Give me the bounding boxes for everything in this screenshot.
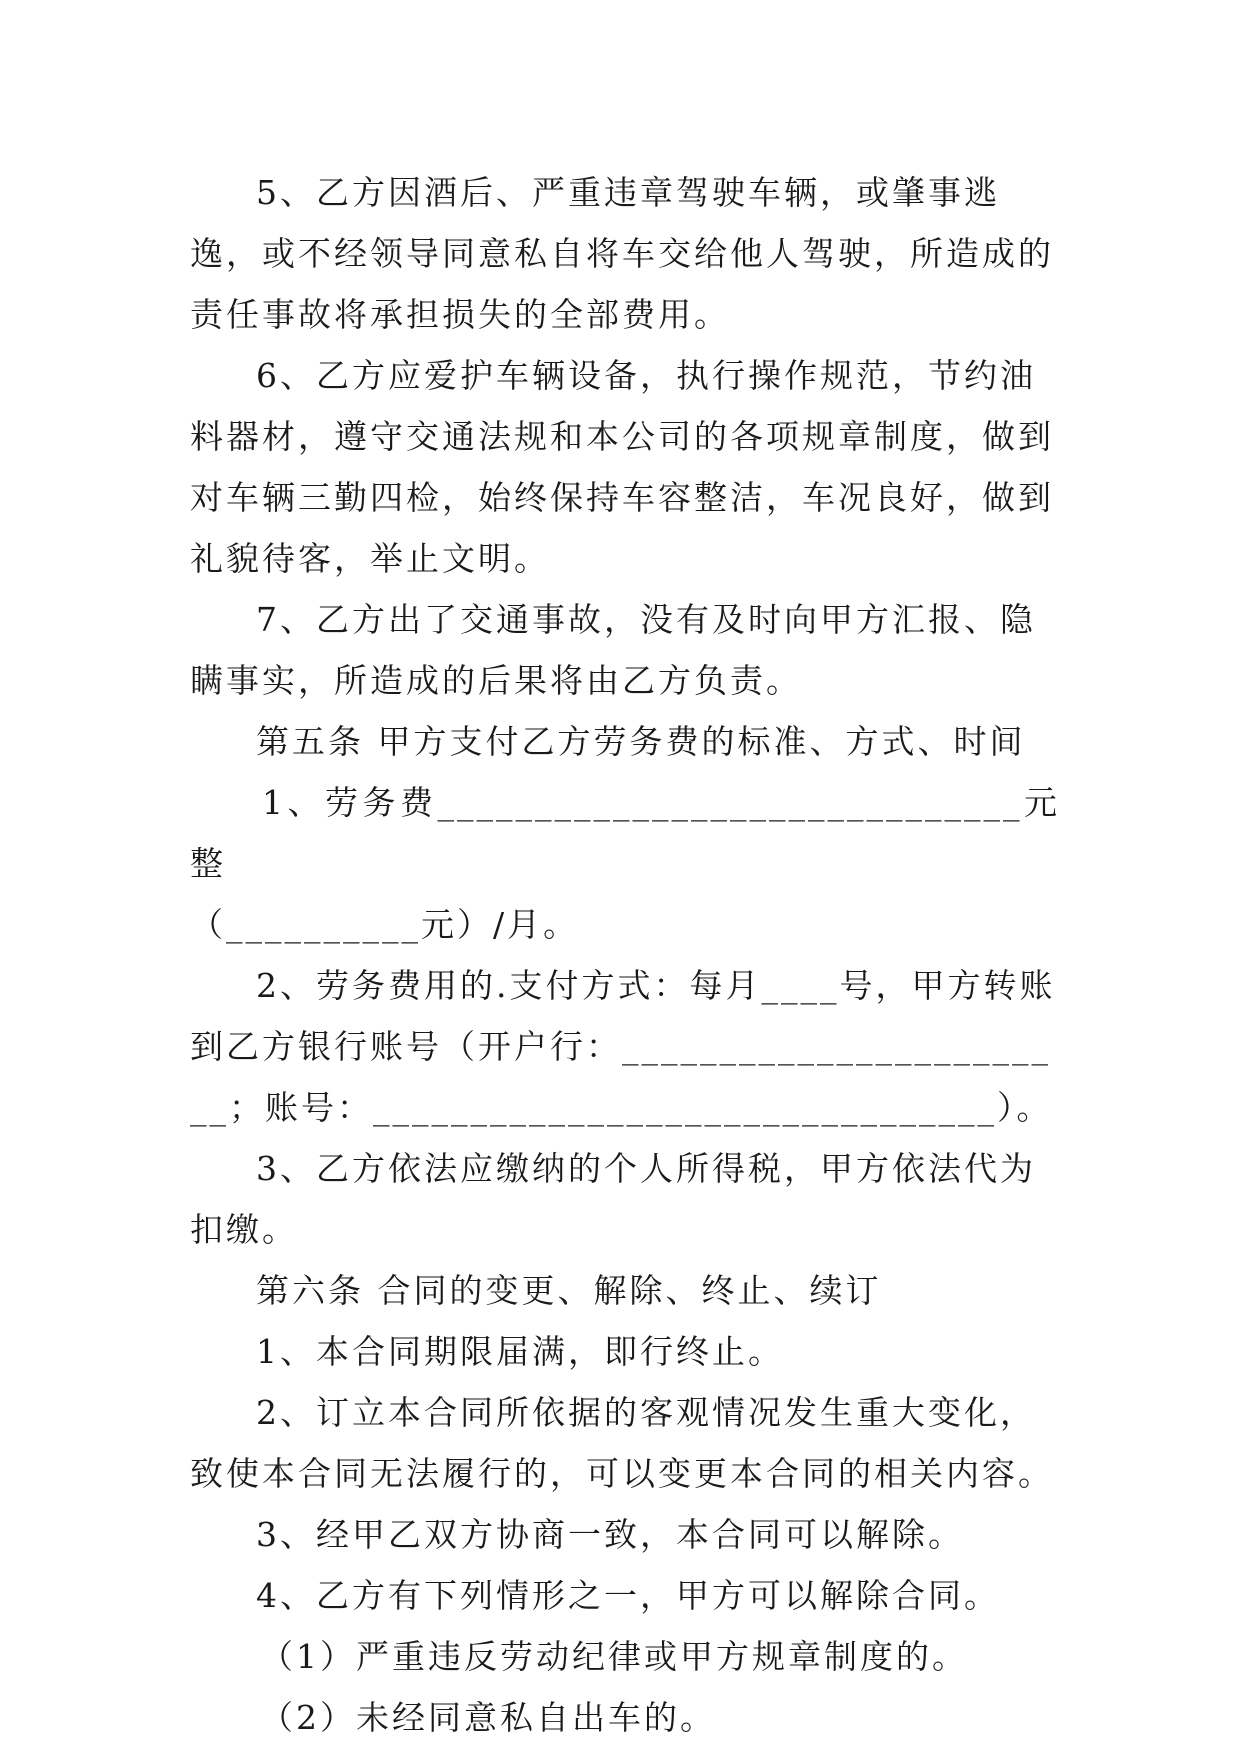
clause-5-heading: 第五条 甲方支付乙方劳务费的标准、方式、时间: [256, 722, 1026, 761]
clause-6-item-4-sub-2: （2）未经同意私自出车的。: [260, 1698, 716, 1737]
clause-5-item-2: 2、劳务费用的.支付方式：每月____号，甲方转账到乙方银行账号（开户行：________________________；账号：________________________________）。: [190, 966, 1056, 1127]
clause-5-item-1: 1、劳务费______________________________元整: [190, 783, 1060, 883]
document-body: [190, 162, 1060, 1748]
clause-6-item-1: 1、本合同期限届满，即行终止。: [256, 1332, 784, 1371]
clause-6-item-4-sub-1: （1）严重违反劳动纪律或甲方规章制度的。: [260, 1637, 968, 1676]
clause-6-heading: 第六条 合同的变更、解除、终止、续订: [256, 1271, 882, 1310]
clause-6-item-3: 3、经甲乙双方协商一致，本合同可以解除。: [256, 1515, 964, 1554]
clause-6-item-4: 4、乙方有下列情形之一，甲方可以解除合同。: [256, 1576, 1000, 1615]
clause-6-item-2: 2、订立本合同所依据的客观情况发生重大变化，致使本合同无法履行的，可以变更本合同的相关内容。: [190, 1393, 1054, 1493]
clause-5-item-1-amount: （__________元）/月。: [190, 905, 580, 944]
clause-4-item-5: 5、乙方因酒后、严重违章驾驶车辆，或肇事逃逸，或不经领导同意私自将车交给他人驾驶，所造成的责任事故将承担损失的全部费用。: [190, 173, 1054, 334]
clause-4-item-6: 6、乙方应爱护车辆设备，执行操作规范，节约油料器材，遵守交通法规和本公司的各项规章制度，做到对车辆三勤四检，始终保持车容整洁，车况良好，做到礼貌待客，举止文明。: [190, 356, 1054, 578]
clause-4-item-7: 7、乙方出了交通事故，没有及时向甲方汇报、隐瞒事实，所造成的后果将由乙方负责。: [190, 600, 1036, 700]
clause-5-item-3: 3、乙方依法应缴纳的个人所得税，甲方依法代为扣缴。: [190, 1149, 1036, 1249]
